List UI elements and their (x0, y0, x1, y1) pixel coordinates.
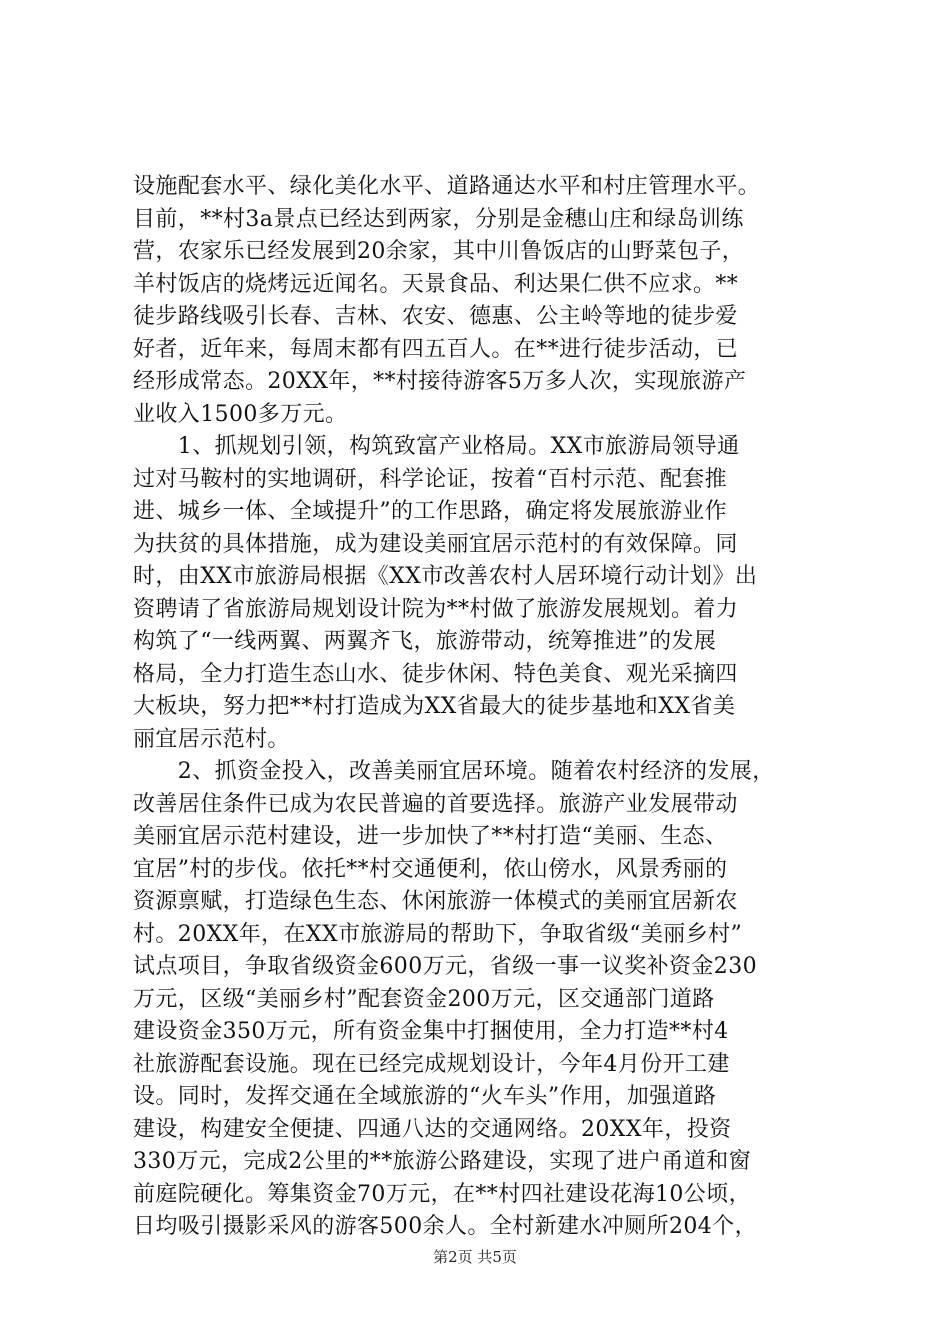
text-line: 为扶贫的具体措施，成为建设美丽宜居示范村的有效保障。同 (133, 531, 738, 557)
text-line: 美丽宜居示范村建设，进一步加快了**村打造“美丽、生态、 (133, 824, 728, 849)
text-line: 设施配套水平、绿化美化水平、道路通达水平和村庄管理水平。 (133, 174, 761, 199)
page-footer: 第2页 共5页 (433, 1248, 517, 1266)
text-line: 资源禀赋，打造绿色生态、休闲旅游一体模式的美丽宜居新农 (133, 889, 738, 914)
text-line: 资聘请了省旅游局规划设计院为**村做了旅游发展规划。着力 (133, 596, 739, 622)
text-line: 万元，区级“美丽乡村”配套资金200万元，区交通部门道路 (133, 986, 715, 1012)
text-line: 大板块，努力把**村打造成为XX省最大的徒步基地和XX省美 (133, 694, 736, 719)
text-line: 羊村饭店的烧烤远近闻名。天景食品、利达果仁供不应求。** (133, 271, 739, 297)
text-line: 2、抓资金投入，改善美丽宜居环境。随着农村经济的发展， (133, 759, 775, 784)
text-line: 过对马鞍村的实地调研，科学论证，按着“百村示范、配套推 (133, 466, 728, 492)
text-line: 业收入1500多万元。 (133, 401, 348, 427)
text-line: 社旅游配套设施。现在已经完成规划设计，今年4月份开工建 (133, 1051, 730, 1077)
text-line: 营，农家乐已经发展到20余家，其中川鲁饭店的山野菜包子， (133, 239, 745, 264)
text-line: 进、城乡一体、全域提升”的工作思路，确定将发展旅游业作 (133, 499, 728, 524)
text-line: 徒步路线吸引长春、吉林、农安、德惠、公主岭等地的徒步爱 (133, 304, 738, 329)
text-line: 构筑了“一线两翼、两翼齐飞，旅游带动，统筹推进”的发展 (133, 629, 717, 654)
text-line: 试点项目，争取省级资金600万元，省级一事一议奖补资金230 (133, 954, 757, 979)
text-line: 时，由XX市旅游局根据《XX市改善农村人居环境行动计划》出 (133, 564, 758, 589)
text-line: 330万元，完成2公里的**旅游公路建设，实现了进户甬道和窗 (133, 1149, 751, 1174)
text-line: 宜居”村的步伐。依托**村交通便利，依山傍水，风景秀丽的 (133, 856, 728, 882)
text-line: 丽宜居示范村。 (133, 726, 290, 752)
text-line: 设。同时，发挥交通在全域旅游的“火车头”作用，加强道路 (133, 1084, 717, 1109)
text-line: 改善居住条件已成为农民普遍的首要选择。旅游产业发展带动 (133, 791, 738, 817)
text-line: 日均吸引摄影采风的游客500余人。全村新建水冲厕所204个， (133, 1214, 757, 1239)
text-line: 村。20XX年，在XX市旅游局的帮助下，争取省级“美丽乡村” (133, 921, 743, 947)
text-line: 前庭院硬化。筹集资金70万元，在**村四社建设花海10公顷， (133, 1181, 751, 1207)
text-line: 格局，全力打造生态山水、徒步休闲、特色美食、观光采摘四 (133, 661, 738, 687)
text-line: 好者，近年来，每周末都有四五百人。在**进行徒步活动，已 (133, 336, 739, 362)
text-line: 经形成常态。20XX年，**村接待游客5万多人次，实现旅游产 (133, 369, 747, 394)
text-line: 目前，**村3a景点已经达到两家，分别是金穗山庄和绿岛训练 (133, 206, 744, 232)
text-line: 建设资金350万元，所有资金集中打捆使用，全力打造**村4 (133, 1019, 729, 1044)
document-body (133, 171, 823, 1244)
text-line: 1、抓规划引领，构筑致富产业格局。XX市旅游局领导通 (133, 434, 740, 459)
text-line: 建设，构建安全便捷、四通八达的交通网络。20XX年，投资 (133, 1116, 732, 1142)
